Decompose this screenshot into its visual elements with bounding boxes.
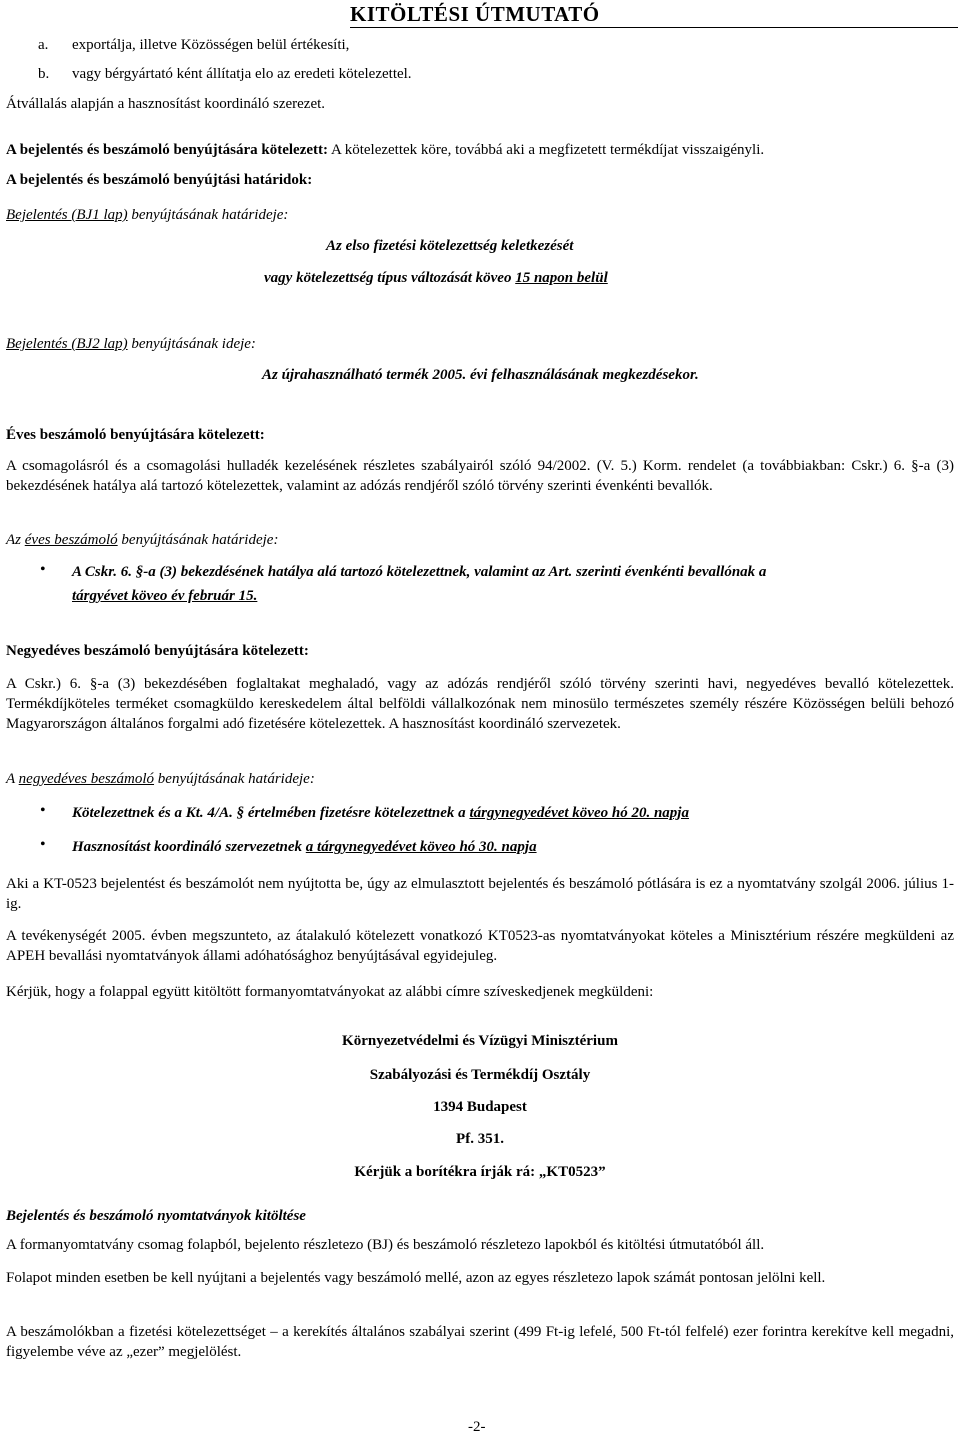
- bj2-rest: benyújtásának ideje:: [131, 336, 256, 352]
- kotelezett-line: [6, 141, 764, 159]
- address-envelope-note: Kérjük a borítékra írják rá: „KT0523”: [354, 1164, 606, 1180]
- bj1-deadline-line2: [264, 269, 608, 287]
- negyedeves-b2-u: a tárgynegyedévet köveo hó 30. napja: [305, 839, 537, 855]
- page-number: -2-: [468, 1419, 486, 1435]
- bj1-label: [6, 206, 288, 224]
- eves-title: Éves beszámoló benyújtására kötelezett:: [6, 427, 265, 443]
- negyedeves-paragraph: A Cskr.) 6. §-a (3) bekezdésében foglaltakat meghaladó, vagy az adózás rendjéről szóló törvény szerinti havi, negyedéves bevalló kötelezettek. Termékdíjköteles terméket csomagküldo kereskedelem által belföldi vállalkozónak nem minosülo természetes személy részére Közösségen belüli behozó Magyarországon általános forgalmi adó fizetésére kötelezettek. A hasznosítást koordináló szervezetek.: [6, 676, 954, 732]
- negyedeves-hatarido-label: [6, 770, 315, 788]
- eves-hatarido-label: [6, 531, 278, 549]
- bj1-ref: Bejelentés (BJ1 lap): [6, 207, 128, 223]
- negyedeves-b1-u: tárgynegyedévet köveo hó 20. napja: [469, 805, 689, 821]
- tevekenyseg-paragraph: A tevékenységét 2005. évben megszunteto, az átalakuló kötelezett vonatkozó KT0523-as nyomtatványokat köteles a Minisztérium részére megküldeni az APEH bevallási nyomtatványok állami adóhatósághoz benyújtásával egyidejuleg.: [6, 928, 954, 964]
- list-item-a-text: exportálja, illetve Közösségen belül értékesíti,: [72, 37, 350, 53]
- negyedeves-hat-pre: A: [6, 771, 19, 787]
- list-item-a-marker: a.: [38, 37, 49, 53]
- kitoltes-paragraph-2: Folapot minden esetben be kell nyújtani a bejelentés vagy beszámoló mellé, azon az egyes részletezo lapok számát pontosan jelölni kell.: [6, 1270, 826, 1286]
- bj1-deadline-line1: Az elso fizetési kötelezettség keletkezését: [326, 238, 574, 254]
- page-header-title: KITÖLTÉSI ÚTMUTATÓ: [350, 2, 600, 26]
- address-department: Szabályozási és Termékdíj Osztály: [369, 1067, 591, 1083]
- eves-paragraph: A csomagolásról és a csomagolási hulladék kezelésének részletes szabályairól szóló 94/2002. (V. 5.) Korm. rendelet (a továbbiakban: Cskr.) 6. §-a (3) bekezdésének hatálya alá tartozó kötelezettek, valamint az adózás rendjéről szóló törvény szerinti évenkénti bevallók.: [6, 458, 954, 494]
- bullet-dot: •: [40, 802, 46, 819]
- eves-bullet-deadline: tárgyévet köveo év február 15.: [72, 588, 258, 604]
- kerjuk-paragraph: Kérjük, hogy a folappal együtt kitöltött formanyomtatványokat az alábbi címre szíveskedjenek megküldeni:: [6, 984, 654, 1000]
- address-pobox: Pf. 351.: [456, 1131, 504, 1147]
- bullet-dot: •: [40, 836, 46, 853]
- eves-bullet-text: A Cskr. 6. §-a (3) bekezdésének hatálya alá tartozó kötelezettnek, valamint az Art. szerinti évenkénti bevallónak a: [72, 564, 767, 580]
- negyedeves-hat-u: negyedéves beszámoló: [18, 771, 155, 787]
- list-item-b-marker: b.: [38, 66, 50, 82]
- kotelezett-label: A bejelentés és beszámoló benyújtására kötelezett:: [6, 142, 329, 158]
- kitoltes-paragraph-1: A formanyomtatvány csomag folapból, bejelento részletezo (BJ) és beszámoló részletezo lapokból és kitöltési útmutatóból áll.: [6, 1237, 765, 1253]
- negyedeves-title: Negyedéves beszámoló benyújtására kötelezett:: [6, 643, 309, 659]
- negyedeves-b1-pre: Kötelezettnek és a Kt. 4/A. § értelmében fizetésre kötelezettnek a: [72, 805, 470, 821]
- kitoltes-title: Bejelentés és beszámoló nyomtatványok kitöltése: [6, 1208, 306, 1224]
- kt0523-paragraph: Aki a KT-0523 bejelentést és beszámolót nem nyújtotta be, úgy az elmulasztott bejelentés és beszámoló pótlására is ez a nyomtatvány szolgál 2006. július 1-ig.: [6, 876, 954, 912]
- address-city: 1394 Budapest: [433, 1099, 527, 1115]
- bj1-deadline-line2a: vagy kötelezettség típus változását köveo: [264, 270, 516, 286]
- hataridok-title: A bejelentés és beszámoló benyújtási határidok:: [6, 172, 313, 188]
- negyedeves-bullet-2: [72, 838, 537, 856]
- kitoltes-paragraph-3: A beszámolókban a fizetési kötelezettséget – a kerekítés általános szabályai szerint (499 Ft-ig lefelé, 500 Ft-tól felfelé) ezer forintra kerekítve kell megadni, figyelembe véve az „ezer” megjelölést.: [6, 1324, 954, 1360]
- bj1-rest: benyújtásának határideje:: [131, 207, 289, 223]
- negyedeves-b2-pre: Hasznosítást koordináló szervezetnek: [72, 839, 306, 855]
- bj2-label: [6, 335, 256, 353]
- bj2-deadline: Az újrahasználható termék 2005. évi felhasználásának megkezdésekor.: [262, 367, 699, 383]
- address-ministry: Környezetvédelmi és Vízügyi Minisztérium: [342, 1033, 618, 1049]
- eves-hat-post: benyújtásának határideje:: [117, 532, 279, 548]
- list-item-b-text: vagy bérgyártató ként állítatja elo az eredeti kötelezettel.: [72, 66, 412, 82]
- bj1-deadline-line2u: 15 napon belül: [515, 270, 608, 286]
- eves-hat-pre: Az: [6, 532, 25, 548]
- negyedeves-hat-post: benyújtásának határideje:: [154, 771, 315, 787]
- header-rule: [350, 27, 958, 28]
- kotelezett-text: A kötelezettek köre, továbbá aki a megfizetett termékdíjat visszaigényli.: [330, 142, 765, 158]
- bj2-ref: Bejelentés (BJ2 lap): [6, 336, 128, 352]
- negyedeves-bullet-1: [72, 804, 689, 822]
- eves-hat-u: éves beszámoló: [24, 532, 118, 548]
- bullet-dot: •: [40, 561, 46, 578]
- atvallalas-text: Átvállalás alapján a hasznosítást koordináló szerezet.: [6, 96, 326, 112]
